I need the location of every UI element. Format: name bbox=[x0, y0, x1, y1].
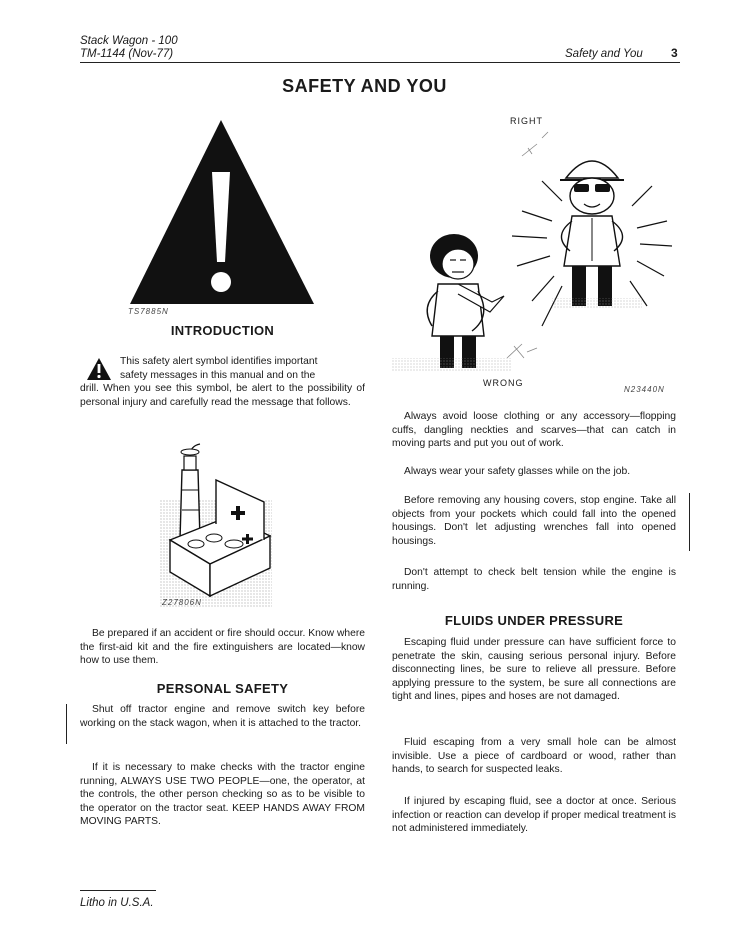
alert-figure-code: TS7885N bbox=[128, 307, 169, 316]
revision-bar-right bbox=[689, 493, 690, 551]
page-title: SAFETY AND YOU bbox=[282, 76, 447, 96]
clothing-figure bbox=[392, 126, 682, 376]
personal-safety-para-1: Shut off tractor engine and remove switch key before working on the stack wagon, when it is attached to the tractor. bbox=[80, 704, 365, 729]
header-rule bbox=[80, 62, 680, 63]
alert-symbol-inline bbox=[86, 357, 112, 381]
revision-bar-left bbox=[66, 704, 67, 744]
belt-paragraph: Don't attempt to check belt tension while the engine is running. bbox=[392, 567, 676, 592]
fluids-para-1: Escaping fluid under pressure can have sufficient force to penetrate the skin, causing serious personal injury. Before disconnecting lines, be sure to relieve all pressure. Before applying pressure to the system, be sure all connections are tight and lines, pipes and hoses are not damaged. bbox=[392, 637, 676, 703]
footer-rule bbox=[80, 890, 156, 891]
page-number: 3 bbox=[671, 46, 678, 60]
clothing-paragraph: Always avoid loose clothing or any accessory—flopping cuffs, dangling neckties and scarves—that can catch in moving parts and put you out of work. bbox=[392, 411, 676, 450]
prepared-paragraph: Be prepared if an accident or fire should occur. Know where the first-aid kit and the fire extinguishers are located—know how to use them. bbox=[80, 628, 365, 667]
fluids-para-2: Fluid escaping from a very small hole can be almost invisible. Use a piece of cardboard or wood, rather than hands, to search for suspected leaks. bbox=[392, 737, 676, 776]
personal-safety-para-2: If it is necessary to make checks with the tractor engine running, ALWAYS USE TWO PEOPLE—one, the operator, at the controls, the other person checking so as to be visible to the operator on the tractor seat. KEEP HANDS AWAY FROM MOVING PARTS. bbox=[80, 762, 365, 828]
housing-paragraph: Before removing any housing covers, stop engine. Take all objects from your pockets which could fall into the opened housings. Don't let adjusting wrenches fall into opened housings. bbox=[392, 495, 676, 547]
document-title: Stack Wagon - 100 bbox=[80, 35, 178, 47]
first-aid-figure bbox=[160, 440, 280, 610]
clothing-figure-code: N23440N bbox=[624, 385, 665, 394]
section-name: Safety and You bbox=[565, 48, 643, 60]
first-aid-kit-icon bbox=[160, 440, 280, 610]
warning-triangle-icon bbox=[128, 112, 318, 312]
document-number: TM-1144 (Nov-77) bbox=[80, 48, 174, 60]
small-warning-icon bbox=[86, 357, 112, 381]
glasses-paragraph: Always wear your safety glasses while on the job. bbox=[404, 466, 631, 477]
intro-line-2: safety messages in this manual and on the bbox=[120, 369, 316, 381]
firstaid-figure-code: Z27806N bbox=[162, 598, 202, 607]
litho-note: Litho in U.S.A. bbox=[80, 897, 154, 909]
intro-paragraph: drill. When you see this symbol, be alert to the possibility of personal injury and carefully read the message that follows. bbox=[80, 383, 365, 408]
wrong-label: WRONG bbox=[483, 378, 524, 388]
fluids-heading: FLUIDS UNDER PRESSURE bbox=[444, 613, 624, 628]
right-label: RIGHT bbox=[510, 116, 543, 126]
right-wrong-workers-icon bbox=[392, 126, 682, 376]
safety-alert-figure bbox=[128, 112, 318, 312]
fluids-para-3: If injured by escaping fluid, see a doctor at once. Serious infection or reaction can develop if proper medical treatment is not administered immediately. bbox=[392, 796, 676, 835]
intro-line-1: This safety alert symbol identifies important bbox=[120, 356, 318, 367]
introduction-heading: INTRODUCTION bbox=[170, 323, 275, 338]
personal-safety-heading: PERSONAL SAFETY bbox=[156, 681, 289, 696]
